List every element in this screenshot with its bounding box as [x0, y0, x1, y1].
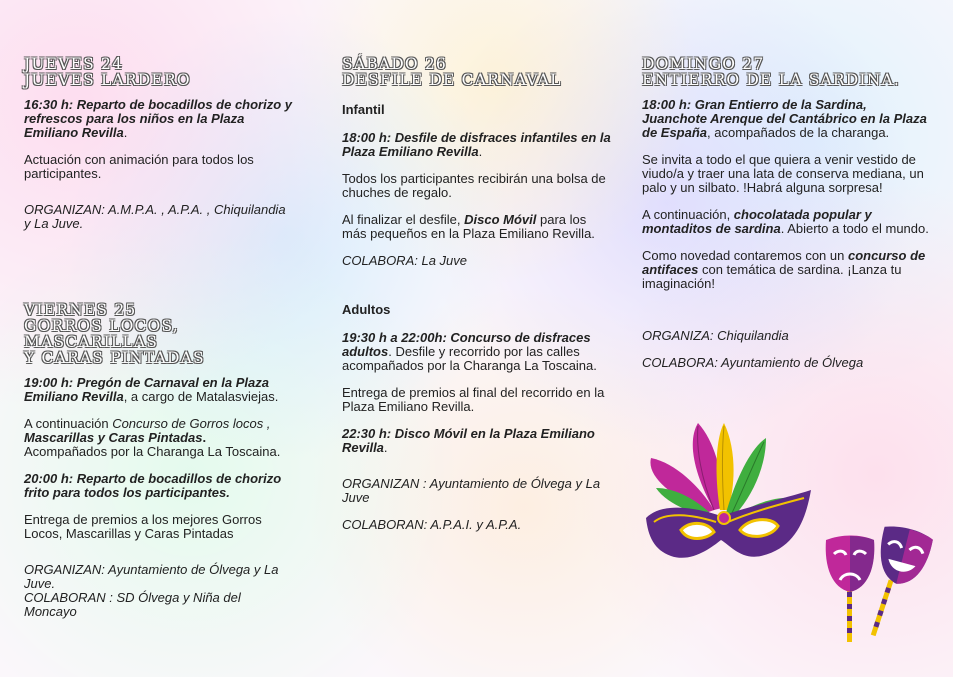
text: 18:00 h: Desfile de disfraces infantiles en la Plaza Emiliano Revilla: [342, 130, 611, 159]
heading-thursday: [24, 56, 294, 88]
text: Como novedad contaremos con un: [642, 248, 848, 263]
collaborators-text: COLABORAN: A.P.A.I. y A.P.A.: [342, 517, 522, 532]
heading-line: Y CARAS PINTADAS: [24, 349, 205, 367]
heading-sunday: [642, 56, 934, 88]
column-sunday: [642, 56, 934, 383]
text: Mascarillas y Caras Pintadas: [24, 430, 203, 445]
heading-saturday: [342, 56, 614, 88]
heading-line: JUEVES LARDERO: [24, 71, 191, 89]
collaborators-text: COLABORAN : SD Ólvega y Niña del Moncayo: [24, 590, 241, 619]
text: Al finalizar el desfile,: [342, 212, 465, 227]
text: para los más pequeños en la Plaza Emiliano Revilla.: [342, 212, 595, 241]
heading-line: SÁBADO 26: [342, 55, 447, 73]
collaborators-text: COLABORA: La Juve: [342, 253, 467, 268]
text: 22:30 h: Disco Móvil en la Plaza Emiliano Revilla: [342, 426, 595, 455]
text: A continuación,: [642, 207, 734, 222]
text: Acompañados por la Charanga La Toscaina.: [24, 444, 281, 459]
collaborators-text: COLABORA: Ayuntamiento de Ólvega: [642, 355, 864, 370]
carnival-mask-icon: [636, 418, 826, 568]
organizers-text: ORGANIZAN : Ayuntamiento de Ólvega y La Juve: [342, 476, 601, 505]
paragraph: [642, 208, 934, 236]
heading-line: DESFILE DE CARNAVAL: [342, 71, 562, 89]
text: .: [202, 430, 207, 445]
paragraph: Actuación con animación para todos los participantes.: [24, 152, 254, 181]
text: A continuación: [24, 416, 113, 431]
paragraph: 20:00 h: Reparto de bocadillos de chorizo frito para todos los participantes.: [24, 471, 282, 500]
text: 16:30 h: Reparto de bocadillos de chorizo y refrescos para los niños en la Plaza Emiliano Revilla: [24, 97, 293, 140]
text: 19:30 h a 22:00h: Concurso de disfraces adultos: [342, 330, 591, 359]
heading-line: ENTIERRO DE LA SARDINA.: [642, 71, 901, 89]
theater-masks-icon: [820, 522, 934, 642]
text: Disco Móvil: [464, 212, 537, 227]
paragraph: [24, 417, 294, 459]
heading-line: DOMINGO 27: [642, 55, 765, 73]
heading-line: VIERNES 25: [24, 301, 137, 319]
column-saturday: [342, 56, 614, 545]
organizers-text: ORGANIZAN: Ayuntamiento de Ólvega y La Juve.: [24, 562, 279, 591]
text: chocolatada popular y montaditos de sardina: [642, 207, 872, 236]
paragraph: [24, 376, 294, 404]
heading-line: JUEVES 24: [24, 55, 124, 73]
text: 19:00 h: Pregón de Carnaval en la Plaza Emiliano Revilla: [24, 375, 269, 404]
heading-line: GORROS LOCOS, MASCARILLAS: [24, 317, 179, 351]
paragraph: Entrega de premios a los mejores Gorros Locos, Mascarillas y Caras Pintadas: [24, 512, 262, 541]
organizers-text: ORGANIZA: Chiquilandia: [642, 328, 789, 343]
text: Concurso de Gorros locos ,: [112, 416, 271, 431]
paragraph: [342, 331, 614, 373]
paragraph: Todos los participantes recibirán una bolsa de chuches de regalo.: [342, 171, 606, 200]
text: .: [383, 440, 388, 455]
text: . Abierto a todo el mundo.: [780, 221, 929, 236]
paragraph: [642, 98, 934, 140]
text: 18:00 h: Gran Entierro de la Sardina, Juanchote Arenque del Cantábrico en la Plaza de España: [642, 97, 927, 140]
text: , acompañados de la charanga.: [707, 125, 890, 140]
heading-friday: [24, 302, 294, 366]
paragraph: [342, 213, 614, 241]
subheading-infantil: Infantil: [342, 102, 385, 117]
paragraph: [24, 98, 294, 140]
text: con temática de sardina. ¡Lanza tu imaginación!: [642, 262, 902, 291]
text: .: [123, 125, 128, 140]
text: .: [478, 144, 483, 159]
paragraph: [642, 249, 934, 291]
organizers-text: ORGANIZAN: A.M.P.A. , A.P.A. , Chiquilandia y La Juve.: [24, 202, 286, 231]
paragraph: Entrega de premios al final del recorrido en la Plaza Emiliano Revilla.: [342, 385, 605, 414]
paragraph: [342, 131, 614, 159]
paragraph: [342, 427, 614, 455]
text: concurso de antifaces: [642, 248, 926, 277]
paragraph: Se invita a todo el que quiera a venir vestido de viudo/a y traer una lata de conserva mediana, un palo y un silbato. !Habrá alguna sorpresa!: [642, 152, 924, 195]
text: , a cargo de Matalasviejas.: [123, 389, 279, 404]
text: . Desfile y recorrido por las calles acompañados por la Charanga La Toscaina.: [342, 344, 597, 373]
subheading-adultos: Adultos: [342, 302, 391, 317]
column-thursday-friday: [24, 56, 294, 632]
